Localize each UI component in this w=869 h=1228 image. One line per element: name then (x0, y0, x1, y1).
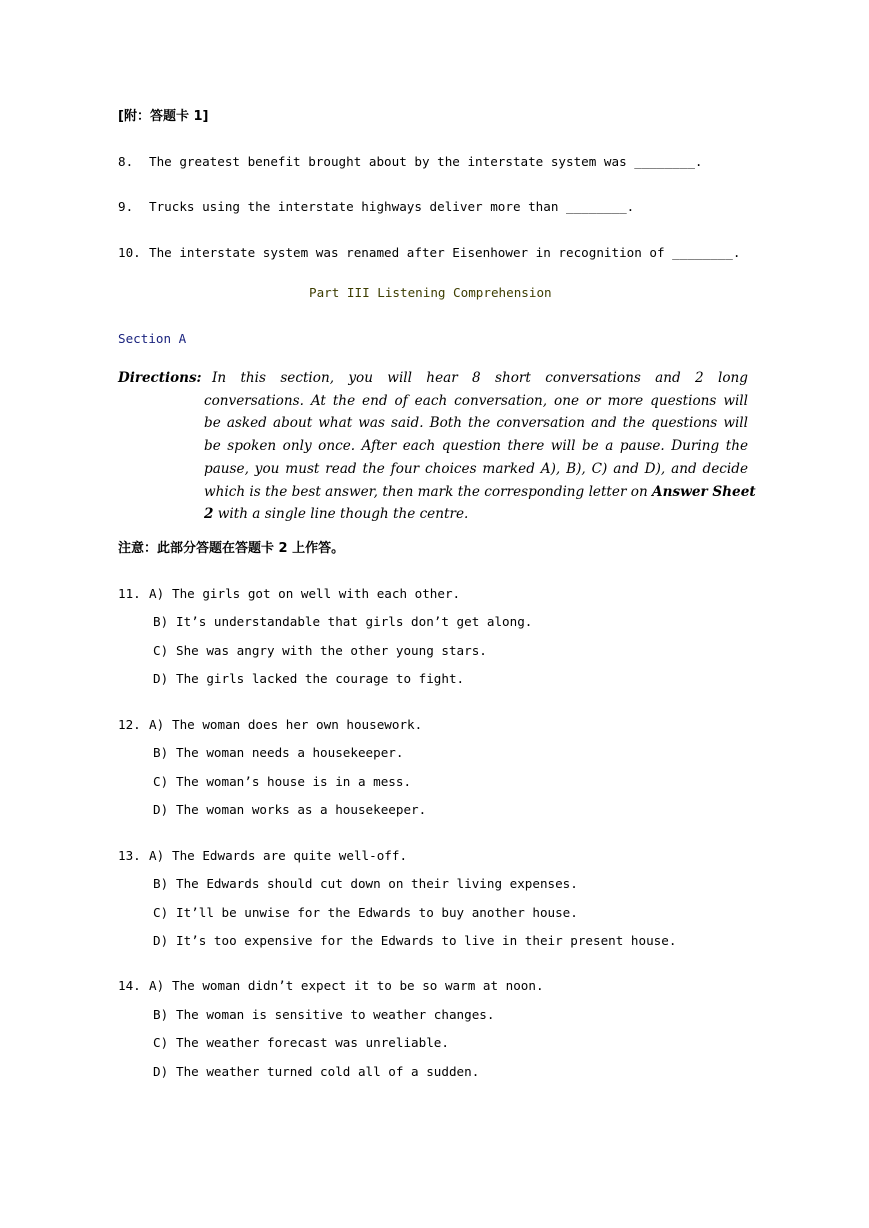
question-14-option-a (118, 977, 544, 995)
option-text: She was angry with the other young stars. (176, 643, 487, 658)
question-12-option-c (153, 773, 411, 791)
option-letter: B) (153, 614, 169, 629)
option-text: The woman works as a housekeeper. (176, 802, 427, 817)
option-text: The Edwards are quite well-off. (172, 848, 408, 863)
fill-item-8 (118, 153, 703, 171)
directions-line: conversations. At the end of each conversation, one or more questions will (204, 393, 748, 409)
option-letter: A) (149, 978, 165, 993)
option-letter: D) (153, 1064, 169, 1079)
option-text: The weather turned cold all of a sudden. (176, 1064, 480, 1079)
item-number: 9. (118, 199, 134, 214)
option-text: The woman’s house is in a mess. (176, 774, 412, 789)
option-text: The woman is sensitive to weather changes. (176, 1007, 495, 1022)
directions-line: be spoken only once. After each question there will be a pause. During the (204, 438, 748, 454)
directions-line: In this section, you will hear 8 short conversations and 2 long (212, 370, 748, 386)
item-text: The greatest benefit brought about by the interstate system was ________. (149, 154, 703, 169)
question-12-option-d (153, 801, 426, 819)
directions-text: which is the best answer, then mark the corresponding letter on (204, 484, 648, 500)
option-text: The woman didn’t expect it to be so warm at noon. (172, 978, 544, 993)
fill-item-9 (118, 198, 634, 216)
option-text: It’ll be unwise for the Edwards to buy another house. (176, 905, 578, 920)
option-letter: A) (149, 586, 165, 601)
question-number: 11. (118, 586, 141, 601)
option-text: The Edwards should cut down on their living expenses. (176, 876, 578, 891)
notice-text: 注意：此部分答题在答题卡 2 上作答。 (118, 541, 345, 556)
option-letter: D) (153, 671, 169, 686)
item-number: 8. (118, 154, 134, 169)
option-letter: C) (153, 774, 169, 789)
item-number: 10. (118, 245, 141, 260)
option-text: The girls got on well with each other. (172, 586, 461, 601)
option-letter: A) (149, 717, 165, 732)
question-12-option-b (153, 744, 403, 762)
question-11-option-b (153, 613, 532, 631)
option-letter: B) (153, 876, 169, 891)
answer-card-note: [附：答题卡 1] (118, 109, 209, 124)
item-text: Trucks using the interstate highways deliver more than ________. (149, 199, 635, 214)
question-12-option-a (118, 716, 422, 734)
question-11-option-a (118, 585, 460, 603)
part-title: Part III Listening Comprehension (309, 285, 552, 300)
directions-line: be asked about what was said. Both the conversation and the questions will (204, 415, 748, 431)
option-text: It’s understandable that girls don’t get along. (176, 614, 533, 629)
option-text: The weather forecast was unreliable. (176, 1035, 449, 1050)
option-text: It’s too expensive for the Edwards to live in their present house. (176, 933, 677, 948)
question-13-option-a (118, 847, 407, 865)
question-14-option-b (153, 1006, 494, 1024)
question-13-option-c (153, 904, 578, 922)
option-letter: B) (153, 1007, 169, 1022)
item-text: The interstate system was renamed after Eisenhower in recognition of ________. (149, 245, 741, 260)
fill-item-10 (118, 244, 740, 262)
option-letter: C) (153, 1035, 169, 1050)
answer-sheet-ref: Answer Sheet (652, 484, 756, 500)
question-14-option-c (153, 1034, 449, 1052)
answer-sheet-ref: 2 (204, 506, 214, 522)
question-number: 12. (118, 717, 141, 732)
option-letter: B) (153, 745, 169, 760)
directions-line: pause, you must read the four choices marked A), B), C) and D), and decide (204, 461, 748, 477)
question-number: 13. (118, 848, 141, 863)
option-text: The woman does her own housework. (172, 717, 423, 732)
directions-label: Directions: (118, 370, 202, 386)
question-13-option-d (153, 932, 676, 950)
directions-line (204, 503, 748, 526)
section-title: Section A (118, 331, 187, 346)
option-text: The girls lacked the courage to fight. (176, 671, 465, 686)
directions-text: with a single line though the centre. (213, 506, 469, 522)
option-letter: D) (153, 802, 169, 817)
question-14-option-d (153, 1063, 479, 1081)
question-number: 14. (118, 978, 141, 993)
question-13-option-b (153, 875, 578, 893)
question-11-option-d (153, 670, 464, 688)
option-text: The woman needs a housekeeper. (176, 745, 404, 760)
option-letter: C) (153, 643, 169, 658)
question-11-option-c (153, 642, 487, 660)
option-letter: D) (153, 933, 169, 948)
option-letter: A) (149, 848, 165, 863)
directions-line (204, 481, 756, 504)
option-letter: C) (153, 905, 169, 920)
